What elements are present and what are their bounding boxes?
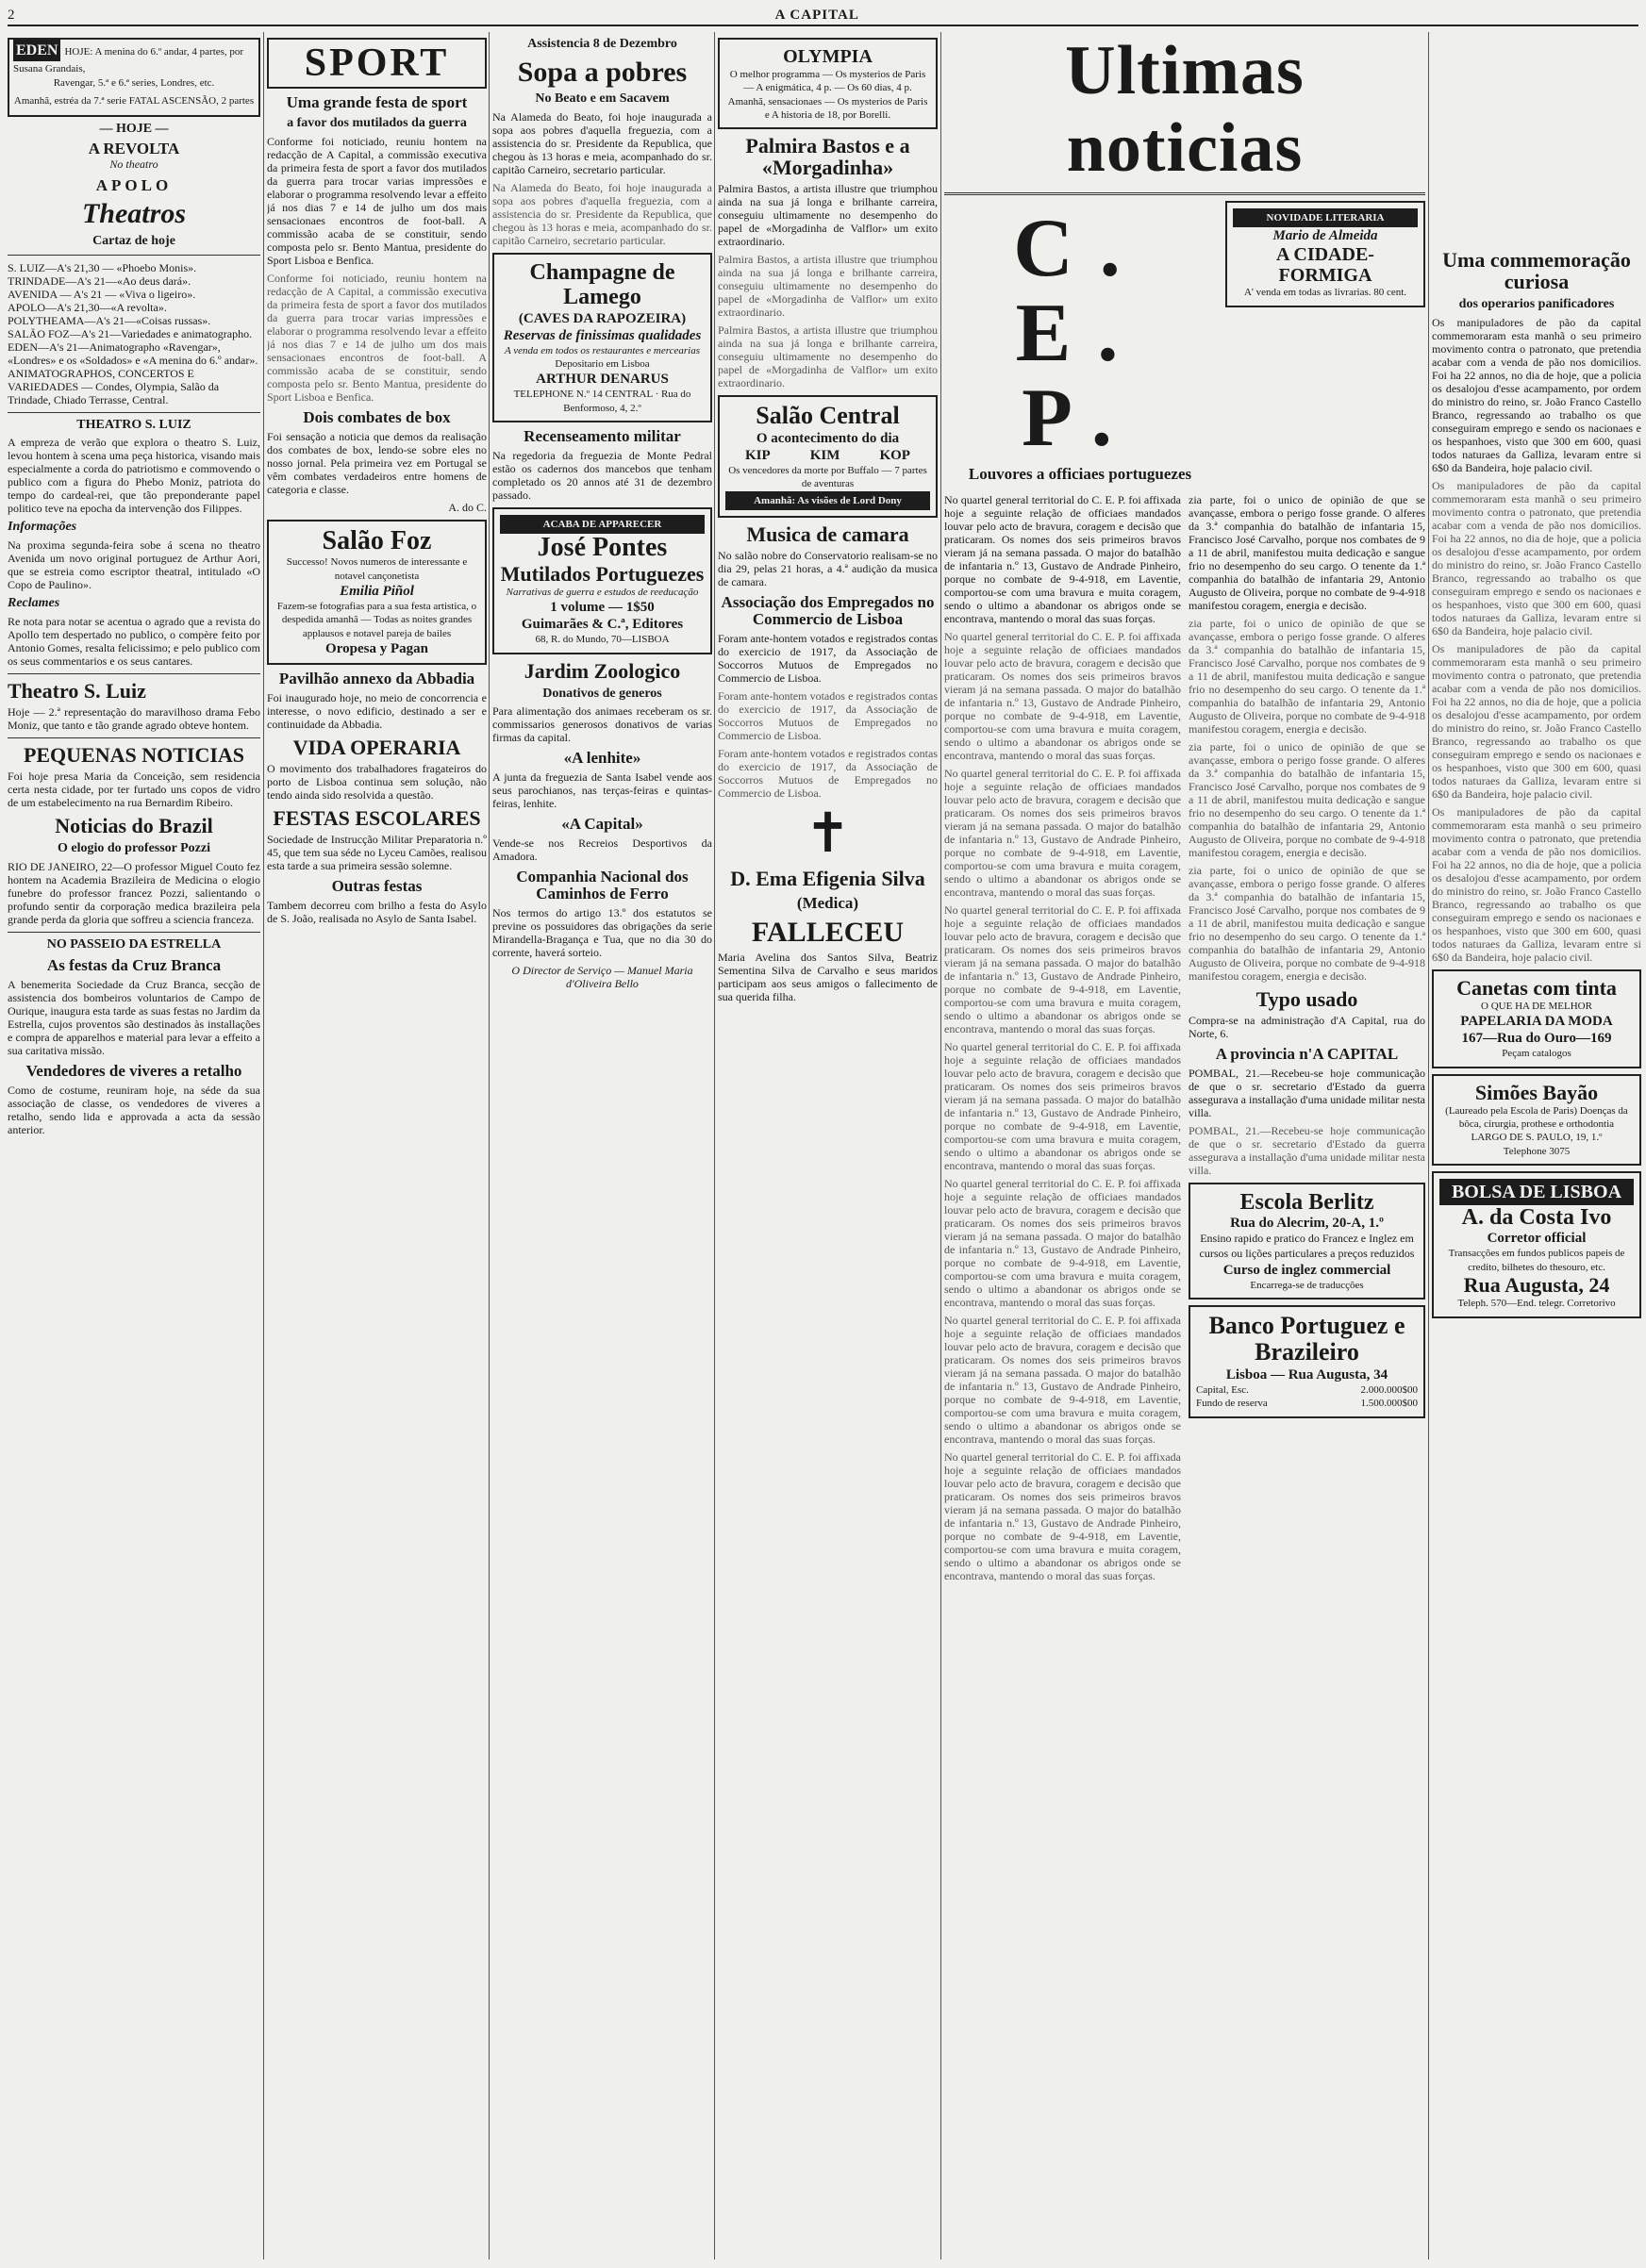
- commemoracao-body-cont: Os manipuladores de pão da capital commemoraram esta manhã o seu primeiro movimento contra o patronato, que pretendia acabar com a venda de pão nos domicilios. Foi ha 22 annos, no dia de hoje, que a policia os desalojou d'esse acampamento, por ordem do ministro do reino, sr. João Franco Castello Branco, regressando ao trabalho os que conseguiram emprego e sendo os nacionaes e os hespanhoes, visto que 300 em 600, quasi todos naturaes da Galliza, levaram entre si 6$0 da Bandeira, hoje palacio civil.: [1432, 478, 1641, 637]
- champagne-ad: [492, 253, 712, 422]
- olympia-ad: [718, 38, 938, 129]
- pavilhao-body: Foi inaugurado hoje, no meio de concorrencia e interesse, o novo edificio, destinado a ser e continuidade da Abbadia.: [267, 690, 487, 731]
- guimaraes-addr: 68, R. do Mundo, 70—LISBOA: [535, 634, 670, 646]
- berlitz-title: Escola Berlitz: [1239, 1189, 1374, 1215]
- eden-line1: HOJE: A menina do 6.º andar, 4 partes, por Susana Grandais,: [13, 46, 244, 74]
- divider: [8, 932, 260, 933]
- festa-body: Conforme foi noticiado, reuniu hontem na redacção de A Capital, a commissão executiva da primeira festa de sport a favor dos mutilados da guerra para trocar varias impressões e elaborar o programma resolvendo levar a effeito já nos dias 7 e 14 de julho um dos mais sensacionaes encontros de foot-ball. A commissão acaba de se constituir, sendo composta pelo sr. Bento Mantua, presidente do Sport Lisboa e Benfica.: [267, 134, 487, 267]
- champagne-phone: TELEPHONE N.º 14 CENTRAL · Rua do Benformoso, 4, 2.º: [513, 389, 691, 414]
- champagne-reservas: Reservas de finissimas qualidades: [503, 327, 702, 343]
- sport-banner: [267, 38, 487, 89]
- cep-right: [1189, 493, 1425, 1587]
- brazil-title: Noticias do Brazil: [55, 813, 213, 837]
- lenhite-body: A junta da freguezia de Santa Isabel vende aos seus parochianos, nas terças-feiras e quintas-feiras, lenhite.: [492, 770, 712, 811]
- column-3: [492, 32, 712, 2258]
- column-6-spacer: [1432, 32, 1641, 243]
- novidade-price: A' venda em todas as livrarias. 80 cent.: [1243, 287, 1407, 299]
- banco-ad: [1189, 1305, 1425, 1418]
- estrella-title: NO PASSEIO DA ESTRELLA: [46, 936, 222, 952]
- cep-body-left-cont: No quartel general territorial do C. E. P. foi affixada hoje a seguinte relação de officiaes mandados louvar pelo acto de bravura, coragem e decisão que praticaram. Os nomes dos seis primeiros bravos vieram já na semana passada. O major do batalhão de infantaria n.º 13, Gustavo de Andrade Pinheiro, porque no combate de 9-4-918, em Laventie, comportou-se com uma bravura e muita coragem, sendo o ultimo a abandonar os abrigos onde se encontrava, mantendo o moral das suas forças.: [944, 630, 1181, 762]
- column-2: [267, 32, 487, 2258]
- sluiz-ad-text: Hoje — 2.ª representação do maravilhoso drama Febo Moniz, que tanto e tão grande agrado obteve hontem.: [8, 704, 260, 732]
- novidade-author: Mario de Almeida: [1272, 228, 1378, 244]
- provincia-body-cont: POMBAL, 21.—Recebeu-se hoje communicação de que o sr. secretario d'Estado da guerra assegurava a installação d'uma unidade militar nesta villa.: [1189, 1123, 1425, 1177]
- novidade-ad: [1225, 201, 1425, 307]
- cep-left: [944, 493, 1181, 1587]
- olympia-text: O melhor programma — Os mysterios de Paris — A enigmática, 4 p. — Os 60 dias, 4 p.: [729, 69, 926, 94]
- novidade-box: [1225, 201, 1425, 493]
- papelaria-name: PAPELARIA DA MODA: [1460, 1014, 1613, 1030]
- bolsa-addr: Rua Augusta, 24: [1463, 1273, 1610, 1298]
- column-rule: [489, 32, 490, 2260]
- provincia-title: A provincia n'A CAPITAL: [1215, 1045, 1399, 1064]
- volume-price: 1 volume — 1$50: [550, 600, 655, 616]
- bolsa-role: Corretor official: [1487, 1231, 1587, 1247]
- theatre-entry: EDEN—A's 21—Animatographo «Ravengar», «Londres» e os «Soldados» e «A menina do 6.º andar».: [8, 339, 258, 367]
- apolo-title: APOLO: [95, 175, 173, 194]
- divider: [8, 737, 260, 738]
- pequenas-title: PEQUENAS NOTICIAS: [23, 742, 245, 767]
- banco-reserve-label: Fundo de reserva: [1196, 1398, 1268, 1410]
- louvores-subtitle: Louvores a officiaes portuguezes: [968, 465, 1192, 483]
- theatro-sluiz-body: A empreza de verão que explora o theatro S. Luiz, levou hontem à scena uma peça historica, visando mais especialmente a corda do patriotismo e commovendo o publico com a figura do Phebo Moniz, patriota do tempo do cardeal-rei, que tão preponderante papel politico teve na epocha da intervenção dos Filippes.: [8, 436, 260, 516]
- champagne-caves: (CAVES DA RAPOZEIRA): [518, 310, 687, 326]
- festa-body-cont: Conforme foi noticiado, reuniu hontem na redacção de A Capital, a commissão executiva da primeira festa de sport a favor dos mutilados da guerra para trocar varias impressões e elaborar o programma resolvendo levar a effeito já nos dias 7 e 14 de julho um dos mais sensacionaes encontros de foot-ball. A commissão acaba de se constituir, sendo composta pelo sr. Bento Mantua, presidente do Sport Lisboa e Benfica.: [267, 271, 487, 404]
- mutilados-title: Mutilados Portuguezes: [500, 561, 705, 586]
- kip-kim-kop: [725, 447, 930, 464]
- lenhite-title: «A lenhite»: [563, 749, 641, 768]
- signature: A. do C.: [448, 500, 487, 514]
- olympia-title: OLYMPIA: [783, 46, 873, 67]
- olympia-line2: Amanhã, sensacionaes — Os mysterios de Paris e A historia de 18, por Borelli.: [727, 95, 928, 121]
- theatre-entry: TRINDADE—A's 21—«Ao deus dará».: [8, 273, 191, 288]
- column-rule: [714, 32, 715, 2260]
- salao-line2: Os vencedores da morte por Buffalo — 7 partes de aventuras: [728, 464, 927, 490]
- eden-line2: Ravengar, 5.ª e 6.ª series, Londres, etc.: [53, 77, 215, 89]
- typo-title: Typo usado: [1255, 987, 1358, 1011]
- capital-title: «A Capital»: [561, 815, 643, 834]
- berlitz-ad: [1189, 1183, 1425, 1300]
- page-number: 2: [8, 7, 15, 23]
- obit-name: D. Ema Efigenia Silva: [730, 866, 925, 890]
- theatre-entry: S. LUIZ—A's 21,30 — «Phoebo Monis».: [8, 260, 197, 274]
- companhia-signature: O Director de Serviço — Manuel Maria d'Oliveira Bello: [511, 963, 693, 990]
- sluiz-ad-title: Theatro S. Luiz: [8, 678, 146, 703]
- kop-label: KOP: [879, 447, 910, 463]
- column-rule: [263, 32, 264, 2260]
- empregados-title: Associação dos Empregados no Commercio de Lisboa: [721, 592, 935, 628]
- foz-title: Salão Foz: [322, 525, 432, 555]
- simoes-phone: Telephone 3075: [1503, 1145, 1571, 1157]
- bolsa-ad: [1432, 1171, 1641, 1317]
- vida-title: VIDA OPERARIA: [292, 735, 461, 759]
- cep-body-right-cont: zia parte, foi o unico de opinião de que se avançasse, embora o perigo fosse grande. O alferes da 3.ª companhia do batalhão de infantaria 15, Francisco José Carvalho, porque nos combates de 9 a 11 de abril, manifestou muita dedicação e sangue frio no desempenho do seu cargo. O tenente da 1.ª companhia do batalhão de infantaria 29, Antonio Augusto de Oliveira, porque no combate de 9-4-918 manifestou coragem, energia e decisão.: [1189, 617, 1425, 736]
- bolsa-phone: Teleph. 570—End. telegr. Corretorivo: [1457, 1298, 1616, 1310]
- reclames-title: Reclames: [8, 595, 60, 610]
- outras-title: Outras festas: [331, 876, 423, 895]
- sopa-body: Na Alameda do Beato, foi hoje inaugurada a sopa aos pobres d'aquella freguezia, com a assistencia do sr. Presidente da Republica, que chegou às 13 horas e meia, acompanhado do sr. capitão Carneiro, secretario particular.: [492, 109, 712, 176]
- capital-body: Vende-se nos Recreios Desportivos da Amadora.: [492, 836, 712, 864]
- typo-text: Compra-se na administração d'A Capital, rua do Norte, 6.: [1189, 1014, 1425, 1041]
- bolsa-body: Transacções em fundos publicos papeis de credito, bilhetes do thesouro, etc.: [1448, 1248, 1625, 1273]
- berlitz-addr: Rua do Alecrim, 20-A, 1.º: [1230, 1216, 1384, 1232]
- jardim-body: Para alimentação dos animaes receberam os sr. commissarios generosos donativos de varias firmas da capital.: [492, 704, 712, 745]
- commemoracao-body-cont: Os manipuladores de pão da capital commemoraram esta manhã o seu primeiro movimento contra o patronato, que pretendia acabar com a venda de pão nos domicilios. Foi ha 22 annos, no dia de hoje, que a policia os desalojou d'esse acampamento, por ordem do ministro do reino, sr. João Franco Castello Branco, regressando ao trabalho os que conseguiram emprego e sendo os nacionaes e os hespanhoes, visto que 300 em 600, quasi todos naturaes da Galliza, levaram entre si 6$0 da Bandeira, hoje palacio civil.: [1432, 804, 1641, 964]
- bolsa-title: BOLSA DE LISBOA: [1439, 1179, 1634, 1205]
- cep-block: [944, 201, 1216, 493]
- empregados-body: Foram ante-hontem votados e registrados contas do exercicio de 1917, da Associação de Soccorros Mutuos de Empregados no Commercio de Lisboa.: [718, 631, 938, 685]
- papelaria-addr: 167—Rua do Ouro—169: [1461, 1031, 1612, 1047]
- festa-subtitle: a favor dos mutilados da guerra: [287, 116, 467, 131]
- festa-title: Uma grande festa de sport: [286, 93, 468, 112]
- ultimas-title: Ultimas noticias: [1065, 32, 1305, 187]
- column-4: [718, 32, 938, 2258]
- banco-reserve-row: [1196, 1397, 1418, 1410]
- banco-title: Banco Portuguez e Brazileiro: [1208, 1311, 1405, 1366]
- pontes-title: José Pontes: [537, 532, 668, 562]
- cep-body-right-cont: zia parte, foi o unico de opinião de que se avançasse, embora o perigo fosse grande. O alferes da 3.ª companhia do batalhão de infantaria 15, Francisco José Carvalho, porque nos combates de 9 a 11 de abril, manifestou muita dedicação e sangue frio no desempenho do seu cargo. O tenente da 1.ª companhia do batalhão de infantaria 29, Antonio Augusto de Oliveira, porque no combate de 9-4-918 manifestou coragem, energia e decisão.: [1189, 740, 1425, 859]
- obit-body: Maria Avelina dos Santos Silva, Beatriz Sementina Silva de Carvalho e seus maridos participam aos seus amigos o fallecimento de sua querida filha.: [718, 951, 938, 1004]
- palmira-title: Palmira Bastos e a «Morgadinha»: [745, 134, 910, 180]
- simoes-addr: LARGO DE S. PAULO, 19, 1.º: [1471, 1132, 1603, 1144]
- recenseamento-title: Recenseamento militar: [524, 426, 681, 445]
- palmira-body-cont: Palmira Bastos, a artista illustre que triumphou ainda na sua já longa e brilhante carreira, conseguiu ultimamente no desempenho do papel de «Morgadinha de Valflor» um exito extraordinario.: [718, 253, 938, 320]
- jardim-subtitle: Donativos de generos: [542, 686, 662, 701]
- acaba-label: ACABA DE APPARECER: [500, 515, 705, 534]
- cep-row: [944, 201, 1425, 493]
- cartaz-subtitle: Cartaz de hoje: [92, 233, 175, 248]
- musica-body: No salão nobre do Conservatorio realisam-se no dia 29, pelas 21 horas, a 4.ª audição da musica de camara.: [718, 548, 938, 588]
- theatros-title: Theatros: [81, 198, 186, 230]
- canetas-text: O QUE HA DE MELHOR: [1481, 1001, 1592, 1013]
- sopa-subtitle: No Beato e em Sacavem: [535, 91, 670, 107]
- combates-title: Dois combates de box: [303, 407, 451, 426]
- narrativas-text: Narrativas de guerra e estudos de reeducação: [506, 586, 699, 598]
- salao-central-ad: [718, 395, 938, 517]
- column-5: [944, 32, 1425, 2258]
- combates-body: Foi sensação a noticia que demos da realisação dos combates de box, lendo-se sobre eles no nosso jornal. Pela primeira vez em Portugal se vêm combates verdadeiros entre homens de categoria e classe.: [267, 429, 487, 496]
- banco-capital-row: [1196, 1383, 1418, 1397]
- banco-capital-label: Capital, Esc.: [1196, 1384, 1249, 1396]
- theatre-entry: POLYTHEAMA—A's 21—«Coisas russas».: [8, 313, 211, 327]
- sopa-title: Sopa a pobres: [517, 56, 688, 88]
- foz-artists: Oropesa y Pagan: [325, 640, 428, 656]
- simoes-ad: [1432, 1074, 1641, 1166]
- kip-label: KIP: [745, 447, 771, 463]
- jardim-title: Jardim Zoologico: [524, 658, 681, 683]
- salao-foz-ad: [267, 520, 487, 665]
- assist-title: Assistencia 8 de Dezembro: [527, 37, 677, 51]
- sport-title: SPORT: [304, 41, 450, 85]
- theatre-entry: AVENIDA — A's 21 — «Viva o ligeiro».: [8, 287, 196, 301]
- pozzi-body: RIO DE JANEIRO, 22—O professor Miguel Couto fez hontem na Academia Brazileira de Medicina o elogio funebre do professor francez Pozzi, salientando o profundo sentir da corporação medica brazileira pela grande perda da gloria que soffreu a sciencia franceza.: [8, 859, 260, 926]
- empregados-body-cont: Foram ante-hontem votados e registrados contas do exercicio de 1917, da Associação de Soccorros Mutuos de Empregados no Commercio de Lisboa.: [718, 688, 938, 742]
- foz-line1: Successo! Novos numeros de interessante e notavel cançonetista: [286, 556, 468, 582]
- column-rule: [940, 32, 941, 2260]
- simoes-body: (Laureado pela Escola de Paris) Doenças da bôca, cirurgia, prothese e orthodontia: [1445, 1104, 1628, 1131]
- cep-text: [944, 493, 1425, 1587]
- novidade-label: NOVIDADE LITERARIA: [1233, 208, 1418, 227]
- divider: [8, 255, 260, 256]
- eden-line3: Amanhã, estréa da 7.ª serie FATAL ASCENSÃO, 2 partes: [13, 95, 255, 107]
- palmira-body: Palmira Bastos, a artista illustre que triumphou ainda na sua já longa e brilhante carreira, conseguiu ultimamente no desempenho do papel de «Morgadinha de Valflor» um exito extraordinario.: [718, 182, 938, 249]
- foz-name: Emilia Piñol: [340, 583, 414, 599]
- champagne-note: A venda em todos os restaurantes e mercearias: [504, 344, 701, 356]
- festas-body: Sociedade de Instrucção Militar Preparatoria n.º 45, que tem sua séde no Lyceu Camões, realisou esta tarde a sua primeira sessão solemne.: [267, 832, 487, 872]
- masthead: A CAPITAL: [774, 7, 859, 23]
- palmira-body-cont: Palmira Bastos, a artista illustre que triumphou ainda na sua já longa e brilhante carreira, conseguiu ultimamente no desempenho do papel de «Morgadinha de Valflor» um exito extraordinario.: [718, 323, 938, 390]
- cep-body-left-cont: No quartel general territorial do C. E. P. foi affixada hoje a seguinte relação de officiaes mandados louvar pelo acto de bravura, coragem e decisão que praticaram. Os nomes dos seis primeiros bravos vieram já na semana passada. O major do batalhão de infantaria n.º 13, Gustavo de Andrade Pinheiro, porque no combate de 9-4-918, em Laventie, comportou-se com uma bravura e muita coragem, sendo o ultimo a abandonar os abrigos onde se encontrava, mantendo o moral das suas forças.: [944, 1177, 1181, 1309]
- vendedores-title: Vendedores de viveres a retalho: [25, 1062, 242, 1081]
- pequenas-body: Foi hoje presa Maria da Conceição, sem residencia certa nesta cidade, por ter furtado uns copos de vidro de um estabelecimento na rua Bernardim Ribeiro.: [8, 769, 260, 809]
- salao-line: O acontecimento do dia: [756, 430, 900, 446]
- cep-body-left: No quartel general territorial do C. E. P. foi affixada hoje a seguinte relação de officiaes mandados louvar pelo acto de bravura, coragem e decisão que praticaram. Os nomes dos seis primeiros bravos vieram já na semana passada. O major do batalhão de infantaria n.º 13, Gustavo de Andrade Pinheiro, porque no combate de 9-4-918, em Laventie, comportou-se com uma bravura e muita coragem, sendo o ultimo a abandonar os abrigos onde se encontrava, mantendo o moral das suas forças.: [944, 493, 1181, 625]
- berlitz-translate: Encarrega-se de traducções: [1250, 1279, 1364, 1291]
- bolsa-name: A. da Costa Ivo: [1461, 1205, 1612, 1231]
- salao-line3: Amanhã: As visões de Lord Dony: [725, 491, 930, 510]
- banco-addr: Lisboa — Rua Augusta, 34: [1225, 1367, 1388, 1382]
- theatre-entry: ANIMATOGRAPHOS, CONCERTOS E VARIEDADES — Condes, Olympia, Salão da Trindade, Chiado Terrasse, Central.: [8, 366, 220, 406]
- foz-line2: Fazem-se fotografias para a sua festa artistica, o despedida amanhã — Todas as noites grandes applausos e notavel pareja de bailes: [276, 600, 477, 639]
- outras-body: Tambem decorreu com brilho a festa do Asylo de S. João, realisada no Asylo de Santa Isabel.: [267, 898, 487, 925]
- empregados-body-cont: Foram ante-hontem votados e registrados contas do exercicio de 1917, da Associação de Soccorros Mutuos de Empregados no Commercio de Lisboa.: [718, 746, 938, 800]
- obit-role: (Medica): [796, 893, 859, 912]
- divider: [8, 673, 260, 674]
- theatre-entry: APOLO—A's 21,30—«A revolta».: [8, 300, 167, 314]
- no-theatro: No theatro: [109, 157, 158, 171]
- pavilhao-title: Pavilhão annexo da Abbadia: [278, 669, 475, 687]
- commemoracao-body-cont: Os manipuladores de pão da capital commemoraram esta manhã o seu primeiro movimento contra o patronato, que pretendia acabar com a venda de pão nos domicilios. Foi ha 22 annos, no dia de hoje, que a policia os desalojou d'esse acampamento, por ordem do ministro do reino, sr. João Franco Castello Branco, regressando ao trabalho os que conseguiram emprego e sendo os nacionaes e os hespanhoes, visto que 300 em 600, quasi todos naturaes da Galliza, levaram entre si 6$0 da Bandeira, hoje palacio civil.: [1432, 641, 1641, 801]
- theatre-listing: [8, 261, 260, 406]
- berlitz-body: Ensino rapido e pratico do Francez e Inglez em cursos ou lições particulares a preços reduzidos: [1199, 1232, 1415, 1260]
- banco-reserve-value: 1.500.000$00: [1360, 1398, 1418, 1410]
- recenseamento-body: Na regedoria da freguezia de Monte Pedral estão os cadernos dos mancebos que tenham completado os 20 annos até 31 de dezembro passado.: [492, 448, 712, 502]
- theatro-sluiz-title: THEATRO S. LUIZ: [76, 417, 191, 432]
- papelaria-catalog: Peçam catalogos: [1502, 1048, 1571, 1060]
- vendedores-body: Como de costume, reuniram hoje, na séde da sua associação de classe, os vendedores de viveres a retalho, sendo lida e approvada a acta da sessão anterior.: [8, 1083, 260, 1136]
- reclames-body: Re nota para notar se acentua o agrado que a revista do Apollo tem despertado no publico, o compère feito por Antonio Gomes, resalta felicissimo; e pelo publico com os seus commentarios e os seus cantares.: [8, 614, 260, 668]
- musica-title: Musica de camara: [746, 521, 909, 546]
- novidade-title: A CIDADE-FORMIGA: [1276, 244, 1374, 287]
- page-header: [8, 6, 1638, 26]
- pontes-ad: [492, 507, 712, 654]
- revolta-title: A REVOLTA: [88, 139, 180, 157]
- berlitz-course: Curso de inglez commercial: [1222, 1262, 1391, 1278]
- hoje-label: — HOJE —: [99, 122, 169, 136]
- cruz-body: A benemerita Sociedade da Cruz Branca, secção de assistencia dos bombeiros voluntarios de Campo de Ourique, inaugura esta tarde as suas festas no Jardim da Estrella, cujos proventos são destinados às installações e compra de apparelhos e material para levar a effeito a sua caritativa missão.: [8, 978, 260, 1058]
- champagne-agent: ARTHUR DENARUS: [536, 372, 669, 388]
- cep-body-right: zia parte, foi o unico de opinião de que se avançasse, embora o perigo fosse grande. O alferes da 3.ª companhia do batalhão de infantaria 15, Francisco José Carvalho, porque nos combates de 9 a 11 de abril, manifestou muita dedicação e sangue frio no desempenho do seu cargo. O tenente da 1.ª companhia do batalhão de infantaria 29, Antonio Augusto de Oliveira, porque no combate de 9-4-918 manifestou coragem, energia e decisão.: [1189, 493, 1425, 612]
- eden-label: EDEN: [13, 40, 60, 61]
- commemoracao-subtitle: dos operarios panificadores: [1458, 297, 1615, 312]
- canetas-ad: [1432, 969, 1641, 1068]
- informacoes-title: Informações: [8, 520, 77, 535]
- cep-body-left-cont: No quartel general territorial do C. E. P. foi affixada hoje a seguinte relação de officiaes mandados louvar pelo acto de bravura, coragem e decisão que praticaram. Os nomes dos seis primeiros bravos vieram já na semana passada. O major do batalhão de infantaria n.º 13, Gustavo de Andrade Pinheiro, porque no combate de 9-4-918, em Laventie, comportou-se com uma bravura e muita coragem, sendo o ultimo a abandonar os abrigos onde se encontrava, mantendo o moral das suas forças.: [944, 1040, 1181, 1172]
- festas-title: FESTAS ESCOLARES: [273, 805, 481, 830]
- column-1: [8, 32, 260, 2258]
- informacoes-body: Na proxima segunda-feira sobe á scena no theatro Avenida um novo original portuguez de Arthur Aori, que se estreia como escriptor theatral, intitulado «O Copo de Paulino».: [8, 538, 260, 591]
- champagne-title: Champagne de Lamego: [529, 259, 675, 310]
- simoes-title: Simões Bayão: [1474, 1080, 1599, 1104]
- canetas-title: Canetas com tinta: [1456, 975, 1617, 1000]
- cep-body-right-cont: zia parte, foi o unico de opinião de que se avançasse, embora o perigo fosse grande. O alferes da 3.ª companhia do batalhão de infantaria 15, Francisco José Carvalho, porque nos combates de 9 a 11 de abril, manifestou muita dedicação e sangue frio no desempenho do seu cargo. O tenente da 1.ª companhia do batalhão de infantaria 29, Antonio Augusto de Oliveira, porque no combate de 9-4-918 manifestou coragem, energia e decisão.: [1189, 864, 1425, 983]
- column-rule: [1428, 32, 1429, 2260]
- companhia-body: Nos termos do artigo 13.º dos estatutos se previne os possuidores das obrigações da serie Mirandella-Bragança e Tua, que no dia 30 do corrente, haverá sorteio.: [492, 905, 712, 959]
- provincia-body: POMBAL, 21.—Recebeu-se hoje communicação de que o sr. secretario d'Estado da guerra assegurava a installação d'uma unidade militar nesta villa.: [1189, 1066, 1425, 1119]
- falleceu-title: FALLECEU: [751, 916, 905, 948]
- banco-capital-value: 2.000.000$00: [1360, 1384, 1418, 1396]
- cross-icon: ✝: [805, 802, 851, 864]
- cep-title: C. E. P.: [1013, 203, 1147, 464]
- salao-title: Salão Central: [756, 402, 900, 430]
- divider: [8, 412, 260, 413]
- commemoracao-title: Uma commemoração curiosa: [1442, 248, 1631, 294]
- cruz-title: As festas da Cruz Branca: [46, 956, 222, 975]
- guimaraes-name: Guimarães & C.ª, Editores: [521, 617, 684, 633]
- cep-body-left-cont: No quartel general territorial do C. E. P. foi affixada hoje a seguinte relação de officiaes mandados louvar pelo acto de bravura, coragem e decisão que praticaram. Os nomes dos seis primeiros bravos vieram já na semana passada. O major do batalhão de infantaria n.º 13, Gustavo de Andrade Pinheiro, porque no combate de 9-4-918, em Laventie, comportou-se com uma bravura e muita coragem, sendo o ultimo a abandonar os abrigos onde se encontrava, mantendo o moral das suas forças.: [944, 767, 1181, 899]
- pozzi-title: O elogio do professor Pozzi: [57, 840, 211, 855]
- divider: [944, 192, 1425, 195]
- champagne-depositario: Depositario em Lisboa: [555, 357, 650, 370]
- sopa-body-cont: Na Alameda do Beato, foi hoje inaugurada a sopa aos pobres d'aquella freguezia, com a assistencia do sr. Presidente da Republica, que chegou às 13 horas e meia, acompanhado do sr. capitão Carneiro, secretario particular.: [492, 180, 712, 247]
- companhia-title: Companhia Nacional dos Caminhos de Ferro: [516, 868, 689, 902]
- eden-ad: [8, 38, 260, 117]
- column-6: [1432, 32, 1641, 2258]
- kim-label: KIM: [809, 447, 840, 463]
- theatre-entry: SALÃO FOZ—A's 21—Variedades e animatographo.: [8, 326, 253, 340]
- commemoracao-body: Os manipuladores de pão da capital commemoraram esta manhã o seu primeiro movimento contra o patronato, que pretendia acabar com a venda de pão nos domicilios. Foi ha 22 annos, no dia de hoje, que a policia os desalojou d'esse acampamento, por ordem do ministro do reino, sr. João Franco Castello Branco, regressando ao trabalho os que conseguiram emprego e sendo os nacionaes e os hespanhoes, visto que 300 em 600, quasi todos naturaes da Galliza, levaram entre si 6$0 da Bandeira, hoje palacio civil.: [1432, 315, 1641, 474]
- cep-body-left-cont: No quartel general territorial do C. E. P. foi affixada hoje a seguinte relação de officiaes mandados louvar pelo acto de bravura, coragem e decisão que praticaram. Os nomes dos seis primeiros bravos vieram já na semana passada. O major do batalhão de infantaria n.º 13, Gustavo de Andrade Pinheiro, porque no combate de 9-4-918, em Laventie, comportou-se com uma bravura e muita coragem, sendo o ultimo a abandonar os abrigos onde se encontrava, mantendo o moral das suas forças.: [944, 1314, 1181, 1446]
- vida-body: O movimento dos trabalhadores fragateiros do porto de Lisboa continua sem solução, não tendo ainda sido resolvida a questão.: [267, 761, 487, 802]
- cep-body-left-cont: No quartel general territorial do C. E. P. foi affixada hoje a seguinte relação de officiaes mandados louvar pelo acto de bravura, coragem e decisão que praticaram. Os nomes dos seis primeiros bravos vieram já na semana passada. O major do batalhão de infantaria n.º 13, Gustavo de Andrade Pinheiro, porque no combate de 9-4-918, em Laventie, comportou-se com uma bravura e muita coragem, sendo o ultimo a abandonar os abrigos onde se encontrava, mantendo o moral das suas forças.: [944, 903, 1181, 1035]
- cep-body-left-cont: No quartel general territorial do C. E. P. foi affixada hoje a seguinte relação de officiaes mandados louvar pelo acto de bravura, coragem e decisão que praticaram. Os nomes dos seis primeiros bravos vieram já na semana passada. O major do batalhão de infantaria n.º 13, Gustavo de Andrade Pinheiro, porque no combate de 9-4-918, em Laventie, comportou-se com uma bravura e muita coragem, sendo o ultimo a abandonar os abrigos onde se encontrava, mantendo o moral das suas forças.: [944, 1450, 1181, 1582]
